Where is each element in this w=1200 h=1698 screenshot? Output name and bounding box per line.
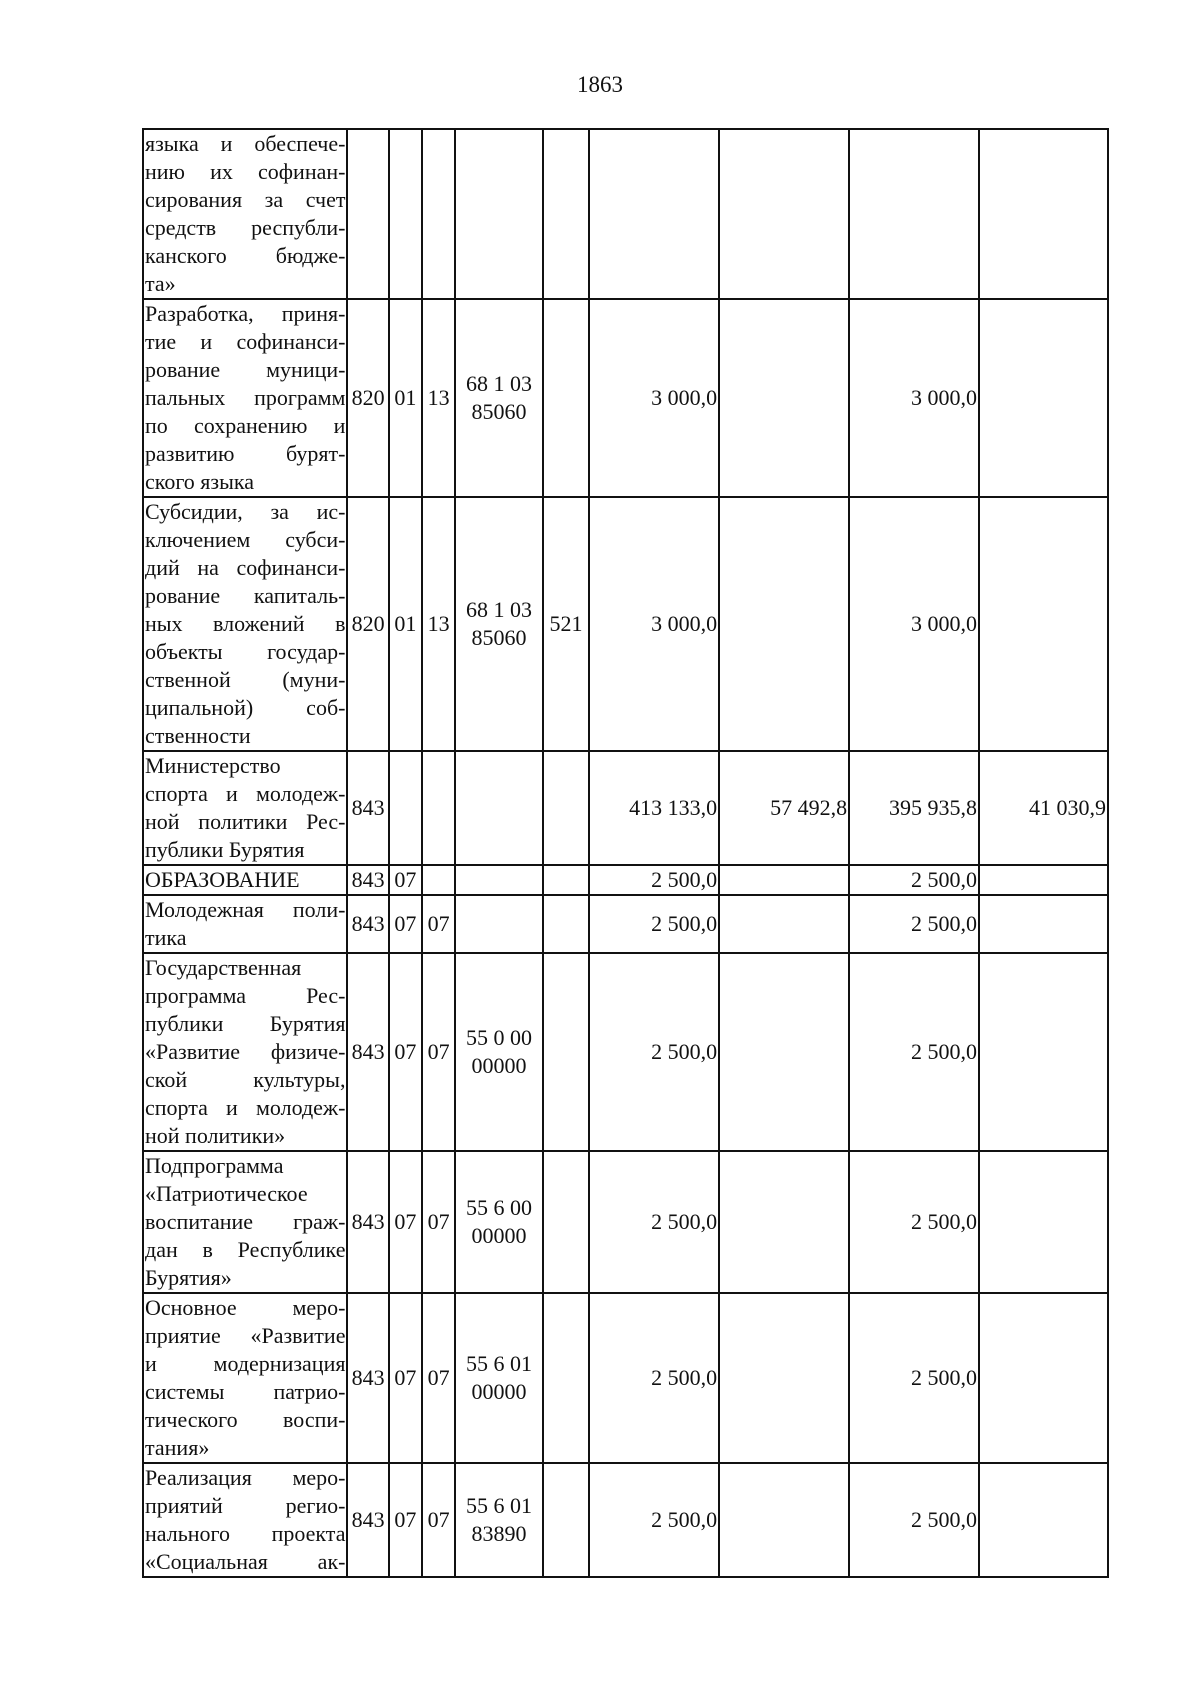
amount-col3: 2 500,0: [849, 865, 979, 895]
amount-col4: [979, 1151, 1108, 1293]
subsection-code: [422, 129, 455, 299]
subsection-code: 07: [422, 1151, 455, 1293]
table-row: [143, 953, 1108, 1151]
amount-total: [589, 129, 719, 299]
ministry-code: [347, 129, 388, 299]
section-code: 01: [389, 299, 422, 497]
section-code: 07: [389, 1151, 422, 1293]
section-code: [389, 751, 422, 865]
expense-type-code: [543, 1463, 589, 1577]
amount-col3: 3 000,0: [849, 299, 979, 497]
amount-col2: [719, 1293, 849, 1463]
section-code: 07: [389, 895, 422, 953]
subsection-code: [422, 751, 455, 865]
expense-type-code: [543, 129, 589, 299]
expense-type-code: [543, 865, 589, 895]
row-name: Разработка, приня- тие и софинанси- рование муници- пальных программ по сохранению и развитию бурят- ского языка: [143, 299, 347, 497]
table-row: [143, 895, 1108, 953]
target-article-code: [455, 895, 543, 953]
expense-type-code: [543, 1151, 589, 1293]
table-row: [143, 1151, 1108, 1293]
amount-col3: 2 500,0: [849, 1293, 979, 1463]
amount-col4: [979, 1463, 1108, 1577]
section-code: 07: [389, 1293, 422, 1463]
row-name: Государственная программа Рес- публики Бурятия «Развитие физиче- ской культуры, спорта и молодеж- ной политики»: [143, 953, 347, 1151]
amount-col2: [719, 497, 849, 751]
target-article-code: 55 6 00 00000: [455, 1151, 543, 1293]
amount-col3: 3 000,0: [849, 497, 979, 751]
amount-col2: 57 492,8: [719, 751, 849, 865]
row-name: Министерство спорта и молодеж- ной политики Рес- публики Бурятия: [143, 751, 347, 865]
target-article-code: 68 1 03 85060: [455, 497, 543, 751]
amount-col3: [849, 129, 979, 299]
table-row: [143, 865, 1108, 895]
amount-total: 413 133,0: [589, 751, 719, 865]
ministry-code: 843: [347, 1151, 388, 1293]
amount-total: 2 500,0: [589, 1151, 719, 1293]
ministry-code: 843: [347, 895, 388, 953]
amount-total: 3 000,0: [589, 497, 719, 751]
row-name: Молодежная поли- тика: [143, 895, 347, 953]
budget-table: [142, 128, 1109, 1578]
section-code: [389, 129, 422, 299]
target-article-code: 55 0 00 00000: [455, 953, 543, 1151]
target-article-code: 55 6 01 83890: [455, 1463, 543, 1577]
subsection-code: 13: [422, 299, 455, 497]
expense-type-code: [543, 1293, 589, 1463]
subsection-code: [422, 865, 455, 895]
target-article-code: 55 6 01 00000: [455, 1293, 543, 1463]
target-article-code: [455, 751, 543, 865]
amount-col3: 2 500,0: [849, 1463, 979, 1577]
subsection-code: 07: [422, 1293, 455, 1463]
target-article-code: [455, 129, 543, 299]
ministry-code: 820: [347, 299, 388, 497]
ministry-code: 843: [347, 1463, 388, 1577]
amount-total: 2 500,0: [589, 953, 719, 1151]
section-code: 01: [389, 497, 422, 751]
amount-col4: [979, 129, 1108, 299]
expense-type-code: [543, 751, 589, 865]
amount-total: 2 500,0: [589, 1293, 719, 1463]
table-row: [143, 299, 1108, 497]
amount-col3: 2 500,0: [849, 953, 979, 1151]
target-article-code: [455, 865, 543, 895]
amount-col4: [979, 895, 1108, 953]
section-code: 07: [389, 1463, 422, 1577]
subsection-code: 07: [422, 895, 455, 953]
subsection-code: 13: [422, 497, 455, 751]
amount-total: 2 500,0: [589, 895, 719, 953]
ministry-code: 820: [347, 497, 388, 751]
amount-col3: 2 500,0: [849, 895, 979, 953]
table-row: [143, 497, 1108, 751]
row-name: языка и обеспече- нию их софинан- сирования за счет средств республи- канского бюдже- та»: [143, 129, 347, 299]
amount-col2: [719, 895, 849, 953]
amount-col4: [979, 299, 1108, 497]
amount-col2: [719, 129, 849, 299]
row-name: Субсидии, за ис- ключением субси- дий на софинанси- рование капиталь- ных вложений в объекты государ- ственной (муни- ципальной) соб- ственности: [143, 497, 347, 751]
table-row: [143, 751, 1108, 865]
amount-col4: [979, 497, 1108, 751]
expense-type-code: [543, 895, 589, 953]
ministry-code: 843: [347, 1293, 388, 1463]
expense-type-code: [543, 953, 589, 1151]
section-code: 07: [389, 865, 422, 895]
row-name: Основное меро- приятие «Развитие и модернизация системы патрио- тического воспи- тания»: [143, 1293, 347, 1463]
amount-col4: [979, 865, 1108, 895]
row-name: Реализация меро- приятий регио- нального проекта «Социальная ак-: [143, 1463, 347, 1577]
expense-type-code: 521: [543, 497, 589, 751]
section-code: 07: [389, 953, 422, 1151]
row-name: ОБРАЗОВАНИЕ: [143, 865, 347, 895]
row-name: Подпрограмма «Патриотическое воспитание граж- дан в Республике Бурятия»: [143, 1151, 347, 1293]
amount-col3: 395 935,8: [849, 751, 979, 865]
amount-col2: [719, 1463, 849, 1577]
expense-type-code: [543, 299, 589, 497]
amount-col4: [979, 953, 1108, 1151]
amount-col2: [719, 299, 849, 497]
amount-col4: [979, 1293, 1108, 1463]
amount-total: 3 000,0: [589, 299, 719, 497]
target-article-code: 68 1 03 85060: [455, 299, 543, 497]
subsection-code: 07: [422, 1463, 455, 1577]
subsection-code: 07: [422, 953, 455, 1151]
table-row: [143, 129, 1108, 299]
table-row: [143, 1293, 1108, 1463]
amount-col3: 2 500,0: [849, 1151, 979, 1293]
amount-col2: [719, 953, 849, 1151]
ministry-code: 843: [347, 865, 388, 895]
ministry-code: 843: [347, 751, 388, 865]
ministry-code: 843: [347, 953, 388, 1151]
amount-col4: 41 030,9: [979, 751, 1108, 865]
amount-total: 2 500,0: [589, 1463, 719, 1577]
amount-total: 2 500,0: [589, 865, 719, 895]
table-row: [143, 1463, 1108, 1577]
amount-col2: [719, 865, 849, 895]
amount-col2: [719, 1151, 849, 1293]
page-number: 1863: [577, 72, 623, 97]
